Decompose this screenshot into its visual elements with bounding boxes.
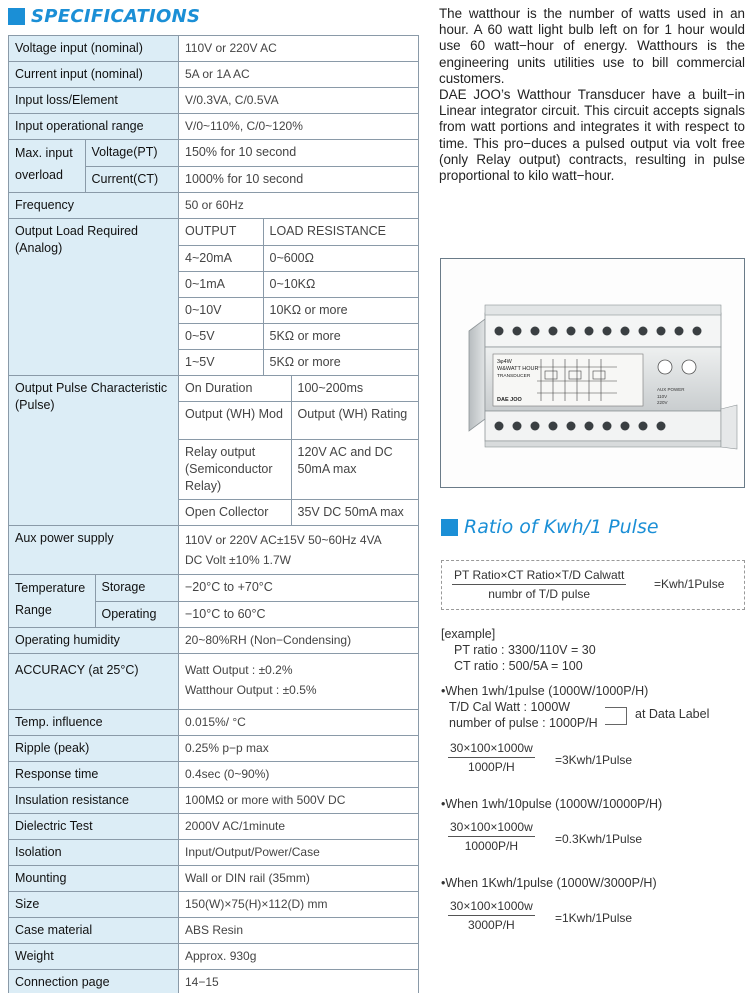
spec-row-weight [9, 944, 419, 970]
example2-numerator: 30×100×1000w [448, 820, 535, 837]
example1-note: at Data Label [635, 707, 710, 721]
spec-row-frequency [9, 193, 419, 219]
temperature-operating-label: Operating [95, 601, 178, 627]
pulse-key: Open Collector [185, 505, 269, 519]
spec-value-temperature [179, 575, 419, 628]
spec-label-temperature [9, 575, 179, 628]
intro-paragraph-2: DAE JOO’s Watthour Transducer have a built−in Linear integrator circuit. This circuit accepts signals from watt portions and integrates it with respect to time. This pro−duces a pulsed output via volt free (only Relay output) contracts, resulting in pulse proportional to kilo watt−hour. [439, 87, 745, 184]
spec-row-dielectric [9, 814, 419, 840]
overload-ct-value: 1000% for 10 second [185, 171, 304, 186]
temperature-operating-value: −10°C to 60°C [185, 606, 266, 621]
spec-value: 2000V AC/1minute [179, 814, 419, 840]
example1-result: =3Kwh/1Pulse [555, 753, 633, 767]
output-load-output: 0~10V [179, 297, 263, 323]
adjust-dial-icon [682, 360, 696, 374]
accuracy-value2: Watthour Output : ±0.5% [185, 683, 317, 697]
spec-row-output-load [9, 219, 419, 376]
intro-paragraph-1: The watthour is the number of watts used in an hour. A 60 watt light bulb left on for 1 hour would use 60 watt−hour of energy. Watthours is the engineering units utilities use to bill commercial customers. [439, 6, 745, 86]
temperature-storage-value: −20°C to +70°C [179, 575, 418, 601]
output-load-output: 4~20mA [179, 245, 263, 271]
spec-label: Frequency [9, 193, 179, 219]
spec-row-temp-influence [9, 710, 419, 736]
example1-bracket [605, 707, 627, 725]
example1-title: •When 1wh/1pulse (1000W/1000P/H) [441, 684, 649, 698]
spec-value: Input/Output/Power/Case [179, 840, 419, 866]
spec-label: Output Load Required (Analog) [9, 219, 179, 376]
spec-label: Input operational range [9, 114, 179, 140]
temperature-storage-label: Storage [95, 575, 178, 601]
spec-value-aux-power [179, 526, 419, 575]
spec-label-overload [9, 140, 179, 193]
spec-row-response [9, 762, 419, 788]
ratio-formula-denominator: numbr of T/D pulse [488, 587, 591, 601]
photo-brand: DAE JOO [497, 397, 522, 403]
spec-row-case [9, 918, 419, 944]
overload-label: Max. input overload [9, 140, 85, 192]
output-load-resistance: 0~10KΩ [263, 271, 418, 297]
spec-label: Response time [9, 762, 179, 788]
aux-power-value1: 110V or 220V AC±15V 50~60Hz 4VA [185, 533, 382, 547]
example2-result: =0.3Kwh/1Pulse [555, 832, 643, 846]
spec-row-humidity [9, 628, 419, 654]
example-label: [example] [441, 627, 496, 641]
spec-value: V/0~110%, C/0~120% [179, 114, 419, 140]
photo-label-line2: W&WATT HOUR [497, 366, 539, 372]
ratio-formula-numerator: PT Ratio×CT Ratio×T/D Calwatt [452, 568, 626, 585]
spec-row-voltage-input [9, 36, 419, 62]
adjust-dial-icon [658, 360, 672, 374]
example1-numerator: 30×100×1000w [448, 741, 535, 758]
spec-row-overload [9, 140, 419, 193]
spec-value: Approx. 930g [179, 944, 419, 970]
spec-row-ripple [9, 736, 419, 762]
overload-ct-label: Current(CT) [85, 166, 178, 192]
spec-label: Case material [9, 918, 179, 944]
spec-label: Temp. influence [9, 710, 179, 736]
spec-value: ABS Resin [179, 918, 419, 944]
spec-row-size [9, 892, 419, 918]
example-pt-ratio: PT ratio : 3300/110V = 30 [454, 643, 596, 657]
spec-value: Wall or DIN rail (35mm) [179, 866, 419, 892]
example1-denominator: 1000P/H [468, 760, 515, 774]
output-load-resistance: 5KΩ or more [263, 323, 418, 349]
pulse-value: Output (WH) Rating [291, 402, 418, 440]
pulse-value: 35V DC 50mA max [291, 500, 418, 526]
output-load-output: 0~1mA [179, 271, 263, 297]
example1-fraction [448, 741, 535, 774]
pulse-value: 120V AC and DC 50mA max [291, 440, 418, 500]
spec-label: Ripple (peak) [9, 736, 179, 762]
output-load-output: 0~5V [179, 323, 263, 349]
output-load-resistance: 5KΩ or more [263, 349, 418, 375]
pulse-key: Relay output (Semiconductor Relay) [179, 440, 291, 500]
spec-row-current-input [9, 62, 419, 88]
spec-label: ACCURACY (at 25°C) [9, 654, 179, 710]
ratio-heading [441, 516, 659, 538]
spec-value-overload [179, 140, 419, 193]
example3-fraction [448, 899, 535, 932]
spec-row-output-pulse [9, 376, 419, 526]
photo-label-line1: 3φ4W [497, 359, 512, 365]
spec-label: Insulation resistance [9, 788, 179, 814]
spec-label: Output Pulse Characteristic (Pulse) [9, 376, 179, 526]
spec-row-input-range [9, 114, 419, 140]
photo-aux-title: AUX POWER [657, 387, 685, 392]
spec-row-input-loss [9, 88, 419, 114]
spec-label: Current input (nominal) [9, 62, 179, 88]
heading-square-icon [441, 519, 458, 536]
spec-row-connection [9, 970, 419, 993]
spec-label: Dielectric Test [9, 814, 179, 840]
temperature-label: Temperature Range [9, 575, 95, 627]
transducer-illustration [441, 259, 744, 487]
output-load-col-output: OUTPUT [179, 219, 263, 245]
example3-denominator: 3000P/H [468, 918, 515, 932]
ratio-formula-box [441, 560, 745, 610]
spec-value: 20~80%RH (Non−Condensing) [179, 628, 419, 654]
spec-row-isolation [9, 840, 419, 866]
photo-aux-v1: 110V [657, 394, 668, 399]
output-load-output: 1~5V [185, 354, 215, 369]
spec-row-temperature [9, 575, 419, 628]
spec-value: 100MΩ or more with 500V DC [179, 788, 419, 814]
ratio-title: Ratio of Kwh/1 Pulse [464, 516, 659, 538]
spec-value: 0.015%/ °C [179, 710, 419, 736]
spec-label: Input loss/Element [9, 88, 179, 114]
spec-label: Voltage input (nominal) [9, 36, 179, 62]
photo-label-line3: TRANSDUCER [497, 374, 531, 379]
spec-label: Connection page [9, 970, 179, 993]
spec-label: Aux power supply [9, 526, 179, 575]
spec-label: Operating humidity [9, 628, 179, 654]
example3-numerator: 30×100×1000w [448, 899, 535, 916]
example3-result: =1Kwh/1Pulse [555, 911, 633, 925]
specifications-table [8, 35, 419, 993]
intro-text [439, 6, 745, 184]
example2-denominator: 10000P/H [464, 839, 519, 853]
heading-square-icon [8, 8, 25, 25]
example1-pulse-count: number of pulse : 1000P/H [449, 716, 598, 730]
spec-value: 110V or 220V AC [179, 36, 419, 62]
overload-pt-label: Voltage(PT) [85, 140, 178, 166]
spec-value: 14−15 [179, 970, 419, 993]
spec-row-insulation [9, 788, 419, 814]
product-photo [440, 258, 745, 488]
spec-value: 0.4sec (0~90%) [179, 762, 419, 788]
ratio-formula-fraction [452, 568, 626, 601]
example3-title: •When 1Kwh/1pulse (1000W/3000P/H) [441, 876, 657, 890]
example1-cal-watt: T/D Cal Watt : 1000W [449, 700, 571, 714]
pulse-key: On Duration [179, 376, 291, 402]
specifications-title: SPECIFICATIONS [31, 6, 201, 27]
spec-row-mounting [9, 866, 419, 892]
photo-aux-v2: 220V [657, 400, 668, 405]
spec-value: 150(W)×75(H)×112(D) mm [179, 892, 419, 918]
example-ct-ratio: CT ratio : 500/5A = 100 [454, 659, 583, 673]
pulse-value: 100~200ms [291, 376, 418, 402]
example2-fraction [448, 820, 535, 853]
accuracy-value1: Watt Output : ±0.2% [185, 663, 293, 677]
specifications-heading [8, 6, 200, 27]
output-load-resistance: 0~600Ω [263, 245, 418, 271]
aux-power-value2: DC Volt ±10% 1.7W [185, 553, 291, 567]
spec-label: Isolation [9, 840, 179, 866]
output-pulse-subtable [179, 376, 419, 526]
spec-value-accuracy [179, 654, 419, 710]
example2-title: •When 1wh/10pulse (1000W/10000P/H) [441, 797, 663, 811]
spec-value: V/0.3VA, C/0.5VA [179, 88, 419, 114]
spec-value: 5A or 1A AC [179, 62, 419, 88]
output-load-col-resistance: LOAD RESISTANCE [263, 219, 418, 245]
output-load-subtable [179, 219, 419, 376]
overload-pt-value: 150% for 10 second [179, 140, 418, 166]
spec-row-aux-power [9, 526, 419, 575]
pulse-key: Output (WH) Mod [179, 402, 291, 440]
spec-value: 0.25% p−p max [179, 736, 419, 762]
spec-row-accuracy [9, 654, 419, 710]
ratio-formula-result: =Kwh/1Pulse [654, 577, 725, 591]
spec-label: Size [9, 892, 179, 918]
output-load-resistance: 10KΩ or more [263, 297, 418, 323]
spec-value: 50 or 60Hz [179, 193, 419, 219]
spec-label: Weight [9, 944, 179, 970]
spec-label: Mounting [9, 866, 179, 892]
